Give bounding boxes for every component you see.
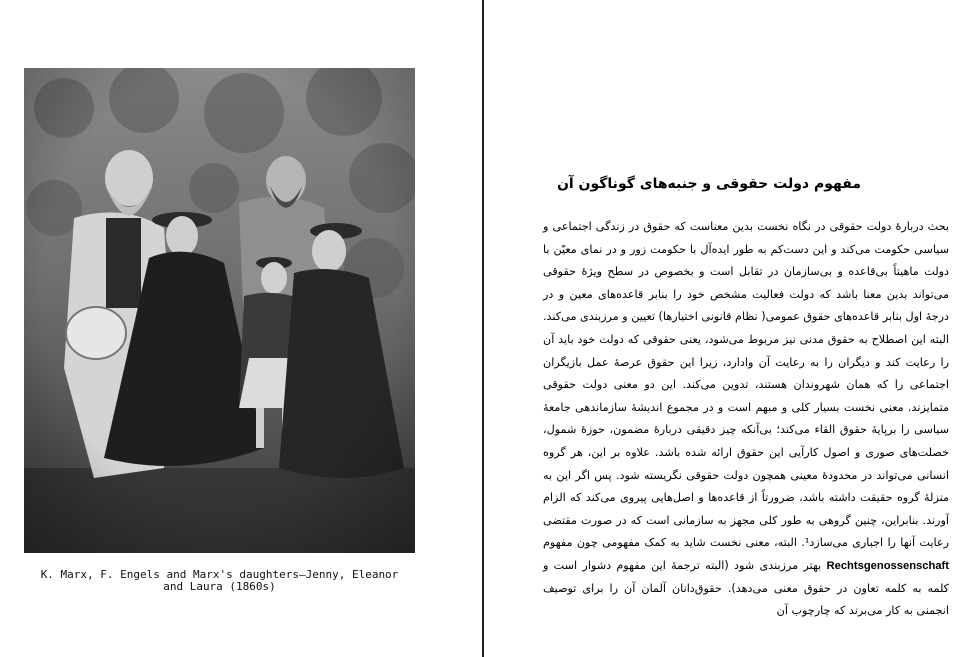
section-title: مفهوم دولت حقوقی و جنبه‌های گوناگون آن <box>556 176 861 192</box>
family-portrait-photo <box>24 68 415 553</box>
page-divider <box>482 0 484 657</box>
caption-line-2: and Laura (1860s) <box>163 580 276 593</box>
body-text <box>543 216 949 623</box>
paragraph <box>543 216 949 623</box>
german-term: Rechtsgenossenschaft <box>826 559 949 572</box>
caption-line-1: K. Marx, F. Engels and Marx's daughters—Jenny, Eleanor <box>40 568 399 581</box>
paragraph-text-part-2: بهتر مرزبندی شود (البته ترجمهٔ این مفهوم دشوار است و کلمه به کلمه تعاون در حقوق معنی می‌دهد). حقوق‌دانان آلمان آن را برای توصیف انجمنی به کار می‌برند که چارچوب آن <box>543 558 949 618</box>
paragraph-text-part-1: بحث دربارهٔ دولت حقوقی در نگاه نخست بدین معناست که حقوق در زندگی اجتماعی و سیاسی حکومت می‌کند و این دست‌کم به طور ایده‌آل با حکومت زور و در نمای معیّن با دولت ماهیتاً بی‌قاعده و بی‌سازمان در تقابل است و بخصوص در سطح ویژهٔ حقوقی می‌تواند بدین معنا باشد که دولت فعالیت مشخص خود را بنابر قاعده‌های معین و در درجهٔ اول بنابر قاعده‌های حقوق عمومی( نظام قانونی اختیارها) تعیین و مرزبندی می‌کند. البته این اصطلاح به حقوق مدنی نیز مربوط می‌شود، یعنی حقوقی که دولت خود باید آن را رعایت کند و دیگران را به رعایت آن وادارد، زیرا این حقوق عرصهٔ عمل بازیگران اجتماعی را که همان شهروندان هستند، تدوین می‌کند. این دو معنی دولت حقوقی متمایزند. معنی نخست بسیار کلی و مبهم است و در مجموع اندیشهٔ سازماندهی جامعهٔ سیاسی را برپایهٔ حقوق القاء می‌کند؛ بی‌آنکه چیز دقیقی دربارهٔ مضمون، حوزهٔ شمول، خصلت‌های صوری و اصول کارآیی این حقوق ارائه شده باشد. علاوه بر این، هر گروه انسانی می‌تواند در محدودهٔ معینی همچون دولت حقوقی نگریسته شود. پس اگر این به منزلهٔ گروه حقیقت داشته باشد، ضرورتاً از قاعده‌ها و اصل‌هایی پیروی می‌کند که الزام آورند. بنابراین، چنین گروهی به طور کلی مجهز به سازمانی است که در صورت مقتضی رعایت آنها را اجباری می‌سازد¹. البته، معنی نخست شاید به کمک مفهومی چون مفهوم <box>543 220 949 550</box>
left-page <box>0 0 480 657</box>
photo-caption <box>24 569 415 593</box>
